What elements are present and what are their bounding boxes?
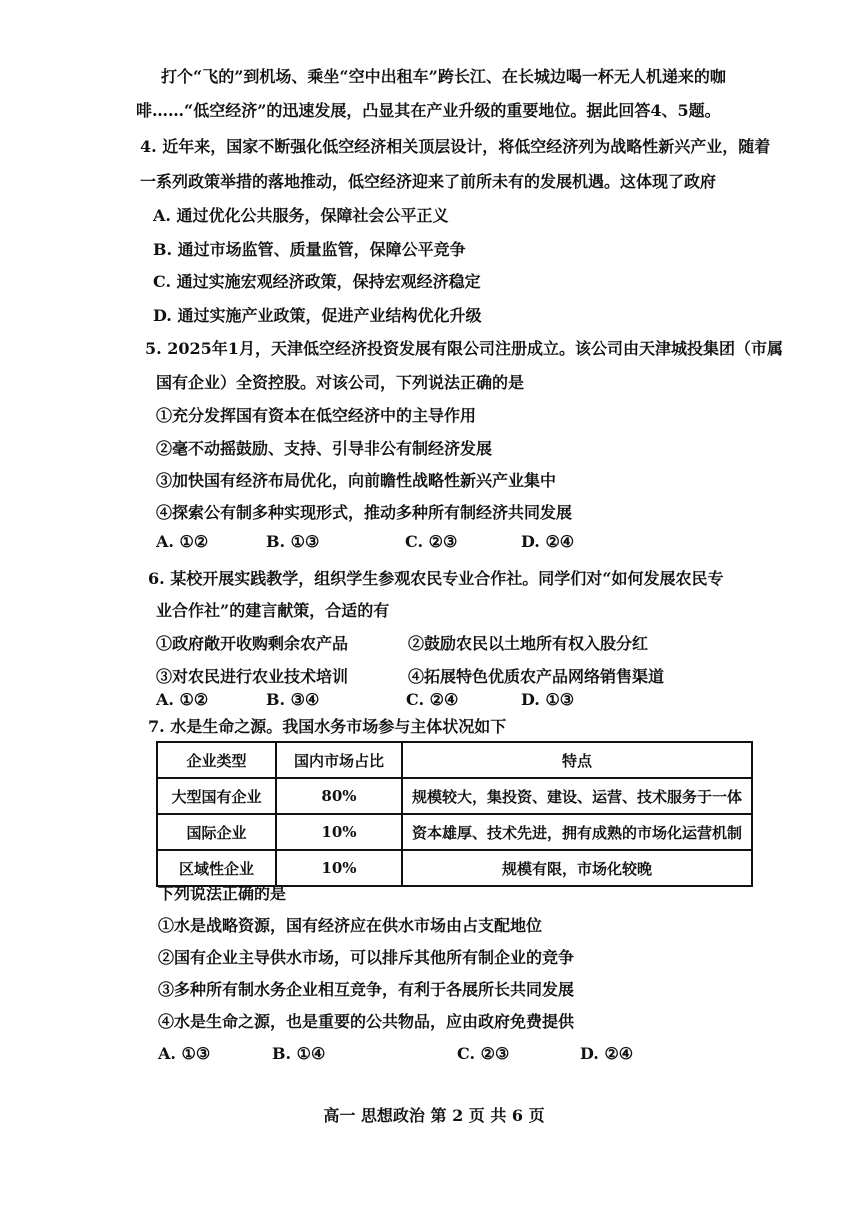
question-6-item-2: ②鼓励农民以土地所有权入股分红 <box>408 634 649 653</box>
question-7-item-4: ④水是生命之源，也是重要的公共物品，应由政府免费提供 <box>158 1012 575 1031</box>
table-header: 企业类型 <box>157 742 276 778</box>
question-6-item-1: ①政府敞开收购剩余农产品 <box>156 634 349 653</box>
intro-line-1: 打个“飞的”到机场、乘坐“空中出租车”跨长江、在长城边喝一杯无人机递来的咖 <box>161 67 726 86</box>
question-7-item-2: ②国有企业主导供水市场，可以排斥其他所有制企业的竞争 <box>158 948 575 967</box>
table-cell: 资本雄厚、技术先进，拥有成熟的市场化运营机制 <box>402 814 752 850</box>
question-7-option-b: B. ①④ <box>272 1044 326 1063</box>
table-row <box>157 814 752 850</box>
table-cell: 规模较大，集投资、建设、运营、技术服务于一体 <box>402 778 752 814</box>
question-5-option-b: B. ①③ <box>266 532 320 551</box>
question-4-option-d: D. 通过实施产业政策，促进产业结构优化升级 <box>153 306 482 325</box>
question-7-option-a: A. ①③ <box>158 1044 211 1063</box>
table-cell: 10% <box>276 814 402 850</box>
table-cell: 国际企业 <box>157 814 276 850</box>
question-5-item-2: ②毫不动摇鼓励、支持、引导非公有制经济发展 <box>156 439 493 458</box>
table-cell: 80% <box>276 778 402 814</box>
question-4-option-a: A. 通过优化公共服务，保障社会公平正义 <box>153 206 449 225</box>
question-7-item-1: ①水是战略资源，国有经济应在供水市场由占支配地位 <box>158 916 543 935</box>
question-7-stem: 7. 水是生命之源。我国水务市场参与主体状况如下 <box>148 717 507 736</box>
question-6-option-a: A. ①② <box>156 690 209 709</box>
question-6-option-d: D. ①③ <box>521 690 575 709</box>
table-row <box>157 850 752 886</box>
question-5-option-d: D. ②④ <box>521 532 575 551</box>
question-6-item-3: ③对农民进行农业技术培训 <box>156 667 349 686</box>
question-7-option-d: D. ②④ <box>580 1044 634 1063</box>
question-5-item-3: ③加快国有经济布局优化，向前瞻性战略性新兴产业集中 <box>156 471 557 490</box>
question-7-prompt: 下列说法正确的是 <box>158 884 287 903</box>
question-4-stem-2: 一系列政策举措的落地推动，低空经济迎来了前所未有的发展机遇。这体现了政府 <box>140 172 717 191</box>
question-7-option-c: C. ②③ <box>457 1044 510 1063</box>
question-6-stem-2: 业合作社”的建言献策，合适的有 <box>156 601 390 620</box>
question-4-stem-1: 4. 近年来，国家不断强化低空经济相关顶层设计，将低空经济列为战略性新兴产业，随着 <box>140 137 771 156</box>
question-5-item-1: ①充分发挥国有资本在低空经济中的主导作用 <box>156 406 477 425</box>
table-header: 特点 <box>402 742 752 778</box>
question-5-stem-1: 5. 2025年1月，天津低空经济投资发展有限公司注册成立。该公司由天津城投集团（市属 <box>145 339 783 358</box>
table-cell: 10% <box>276 850 402 886</box>
question-5-option-c: C. ②③ <box>405 532 458 551</box>
table-cell: 大型国有企业 <box>157 778 276 814</box>
intro-line-2: 啡……“低空经济”的迅速发展，凸显其在产业升级的重要地位。据此回答4、5题。 <box>136 101 721 120</box>
question-5-option-a: A. ①② <box>156 532 209 551</box>
question-4-option-c: C. 通过实施宏观经济政策，保持宏观经济稳定 <box>153 272 481 291</box>
question-5-stem-2: 国有企业）全资控股。对该公司，下列说法正确的是 <box>156 373 525 392</box>
question-6-stem-1: 6. 某校开展实践教学，组织学生参观农民专业合作社。同学们对“如何发展农民专 <box>148 569 724 588</box>
question-7-item-3: ③多种所有制水务企业相互竞争，有利于各展所长共同发展 <box>158 980 575 999</box>
question-4-option-b: B. 通过市场监管、质量监管，保障公平竞争 <box>153 240 466 259</box>
table-cell: 规模有限，市场化较晚 <box>402 850 752 886</box>
table-cell: 区域性企业 <box>157 850 276 886</box>
question-6-option-b: B. ③④ <box>266 690 320 709</box>
water-market-table <box>156 741 753 887</box>
question-5-item-4: ④探索公有制多种实现形式，推动多种所有制经济共同发展 <box>156 503 573 522</box>
table-header-row <box>157 742 752 778</box>
question-6-option-c: C. ②④ <box>406 690 459 709</box>
page-footer: 高一 思想政治 第 2 页 共 6 页 <box>323 1106 545 1125</box>
question-6-item-4: ④拓展特色优质农产品网络销售渠道 <box>408 667 665 686</box>
table-row <box>157 778 752 814</box>
table-header: 国内市场占比 <box>276 742 402 778</box>
